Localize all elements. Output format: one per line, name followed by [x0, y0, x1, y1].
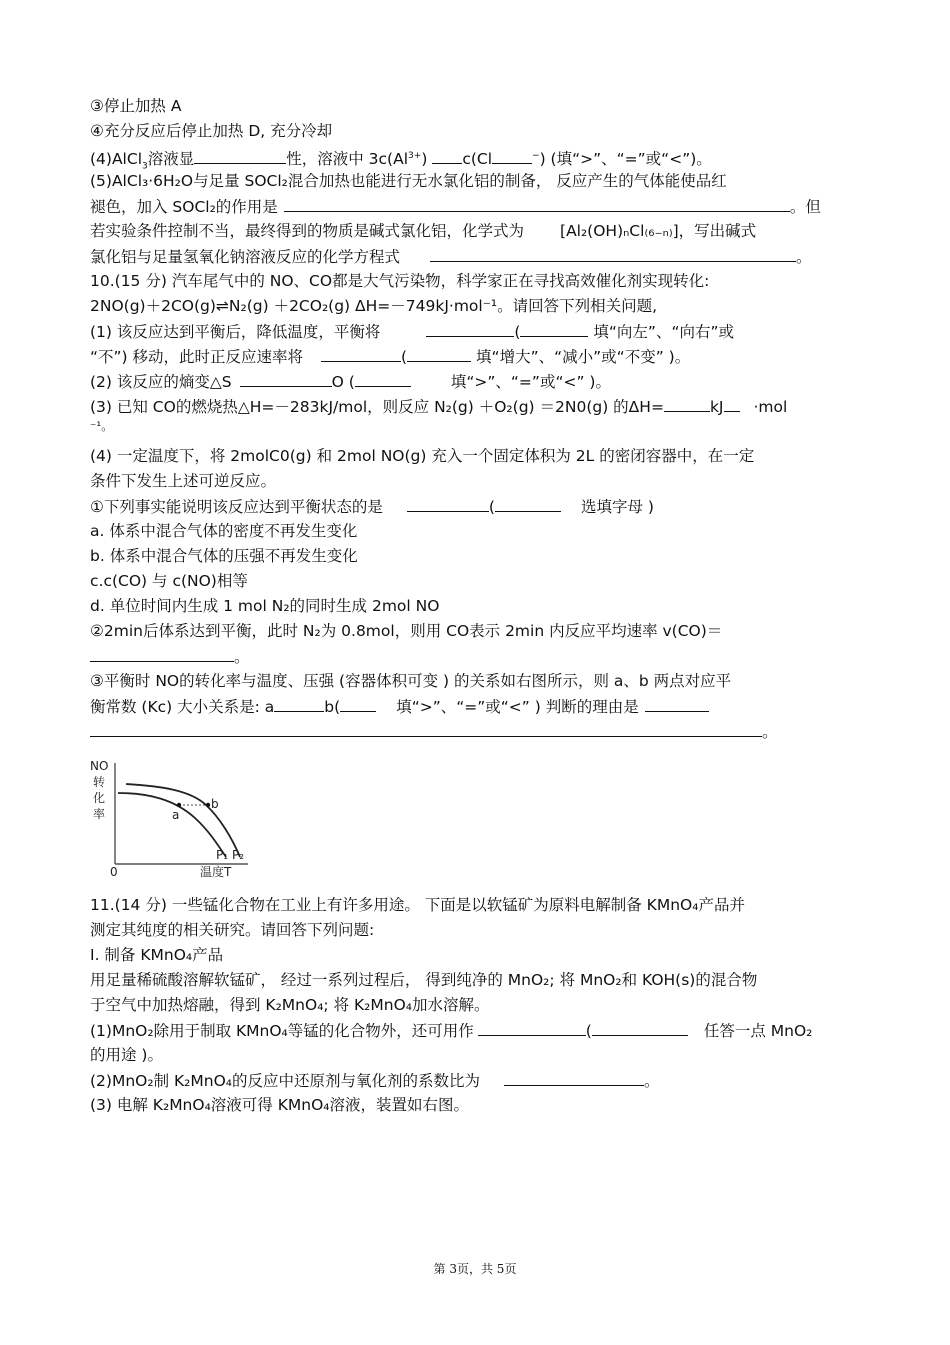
answer-blank[interactable]	[355, 371, 411, 387]
answer-blank[interactable]	[194, 148, 286, 164]
text-line: “不”) 移动，此时正反应速率将 ( 填“增大”、“减小”或“不变” )。	[90, 348, 691, 366]
page-footer: 第 3页，共 5页	[433, 1262, 517, 1276]
text-line: I. 制备 KMnO₄产品	[90, 946, 224, 964]
point-b-label: b	[211, 797, 219, 811]
y-label-4: 率	[93, 807, 106, 821]
text-line: 10.(15 分) 汽车尾气中的 NO、CO都是大气污染物，科学家正在寻找高效催化剂实现转化:	[90, 272, 710, 290]
text-line: 的用途 )。	[90, 1046, 163, 1064]
answer-blank[interactable]	[407, 496, 489, 512]
text-line: ③停止加热 A	[90, 97, 182, 115]
text-line: (5)AlCl₃·6H₂O与足量 SOCl₂混合加热也能进行无水氯化铝的制备， 反应产生的气体能使品红	[90, 172, 727, 190]
text-line: ⁻¹。	[90, 419, 114, 433]
curve-p1	[118, 793, 226, 857]
text-line: (1) 该反应达到平衡后，降低温度，平衡将 ( 填“向左”、“向右”或	[90, 323, 735, 341]
text-line: 测定其纯度的相关研究。请回答下列问题:	[90, 921, 375, 939]
answer-blank[interactable]	[504, 1070, 644, 1086]
text-line: ②2min后体系达到平衡，此时 N₂为 0.8mol，则用 CO表示 2min 内反应平均速率 v(CO)＝	[90, 622, 723, 640]
text-line: (4) 一定温度下，将 2molC0(g) 和 2mol NO(g) 充入一个固定体积为 2L 的密闭容器中，在一定	[90, 447, 755, 465]
text-line: 。	[90, 646, 250, 667]
answer-blank[interactable]	[432, 148, 462, 164]
text-line: (1)MnO₂除用于制取 KMnO₄等锰的化合物外，还可用作 ( 任答一点 MnO₂	[90, 1022, 813, 1040]
answer-blank[interactable]	[407, 346, 471, 362]
text-line: 衡常数 (Kc) 大小关系是: a b( 填“>”、“=”或“<” ) 判断的理由是	[90, 696, 709, 717]
text-line: a. 体系中混合气体的密度不再发生变化	[90, 522, 358, 540]
text-line: 条件下发生上述可逆反应。	[90, 472, 277, 490]
answer-blank[interactable]	[284, 196, 790, 212]
text-line: (3) 电解 K₂MnO₄溶液可得 KMnO₄溶液，装置如右图。	[90, 1096, 470, 1114]
text-line: c.c(CO) 与 c(NO)相等	[90, 572, 248, 590]
text-line: (4)AlCl$_3$溶液显 性，溶液中 $3c(Al^{3+})$ c(Cl −) (填“>”、“=”或“<”)。	[90, 150, 712, 172]
answer-blank[interactable]	[478, 1020, 586, 1036]
text-line: 若实验条件控制不当，最终得到的物质是碱式氯化铝，化学式为 [Al₂(OH)ₙCl₍₆₋ₙ₎]，写出碱式	[90, 222, 757, 240]
answer-blank[interactable]	[90, 646, 234, 662]
answer-blank[interactable]	[274, 696, 324, 712]
answer-blank[interactable]	[724, 396, 740, 412]
text-line: ④充分反应后停止加热 D, 充分冷却	[90, 122, 333, 140]
no-conversion-figure	[90, 758, 270, 884]
x-axis-label: 温度T	[200, 865, 232, 879]
text-line: 于空气中加热熔融，得到 K₂MnO₄; 将 K₂MnO₄加水溶解。	[90, 996, 490, 1014]
point-a	[177, 803, 181, 807]
point-a-label: a	[172, 808, 180, 822]
y-label-1: NO	[90, 759, 109, 773]
text-line: ③平衡时 NO的转化率与温度、压强 (容器体积可变 ) 的关系如右图所示，则 a、b 两点对应平	[90, 672, 732, 690]
text-line: 氯化铝与足量氢氧化钠溶液反应的化学方程式 。	[90, 248, 812, 266]
text-line: b. 体系中混合气体的压强不再发生变化	[90, 547, 358, 565]
answer-blank[interactable]	[664, 396, 710, 412]
origin-label: 0	[110, 865, 118, 879]
answer-blank[interactable]	[495, 496, 561, 512]
answer-blank[interactable]	[520, 321, 588, 337]
answer-blank[interactable]	[430, 246, 796, 262]
text-line: 11.(14 分) 一些锰化合物在工业上有许多用途。 下面是以软锰矿为原料电解制备 KMnO₄产品并	[90, 896, 745, 914]
text-line: d. 单位时间内生成 1 mol N₂的同时生成 2mol NO	[90, 597, 440, 615]
y-label-3: 化	[93, 791, 106, 805]
answer-blank[interactable]	[492, 148, 532, 164]
answer-blank[interactable]	[645, 696, 709, 712]
text-line: 2NO(g)＋2CO(g)⇌N₂(g) ＋2CO₂(g) ΔH=－749kJ·mol⁻¹。请回答下列相关问题,	[90, 297, 658, 315]
answer-blank[interactable]	[340, 696, 376, 712]
answer-blank[interactable]	[321, 346, 401, 362]
answer-blank[interactable]	[426, 321, 514, 337]
answer-blank[interactable]	[592, 1020, 688, 1036]
text-line: (3) 已知 CO的燃烧热△H=－283kJ/mol，则反应 N₂(g) ＋O₂(g) ＝2N0(g) 的ΔH= kJ ·mol	[90, 398, 788, 416]
text-line: (2)MnO₂制 K₂MnO₄的反应中还原剂与氧化剂的系数比为 。	[90, 1072, 660, 1090]
y-label-2: 转	[93, 775, 106, 789]
answer-blank[interactable]	[90, 721, 762, 737]
text-line: (2) 该反应的熵变△S O ( 填“>”、“=”或“<” )。	[90, 373, 611, 391]
p2-label: P₂	[232, 848, 245, 862]
text-line: 褪色，加入 SOCl₂的作用是 。但	[90, 198, 821, 216]
answer-blank[interactable]	[240, 371, 332, 387]
text-line: ①下列事实能说明该反应达到平衡状态的是 ( 选填字母 )	[90, 498, 654, 516]
text-line: 。	[90, 721, 778, 742]
point-b	[206, 803, 210, 807]
p1-label: P₁	[216, 848, 229, 862]
text-line: 用足量稀硫酸溶解软锰矿， 经过一系列过程后， 得到纯净的 MnO₂; 将 MnO₂和 KOH(s)的混合物	[90, 971, 758, 989]
